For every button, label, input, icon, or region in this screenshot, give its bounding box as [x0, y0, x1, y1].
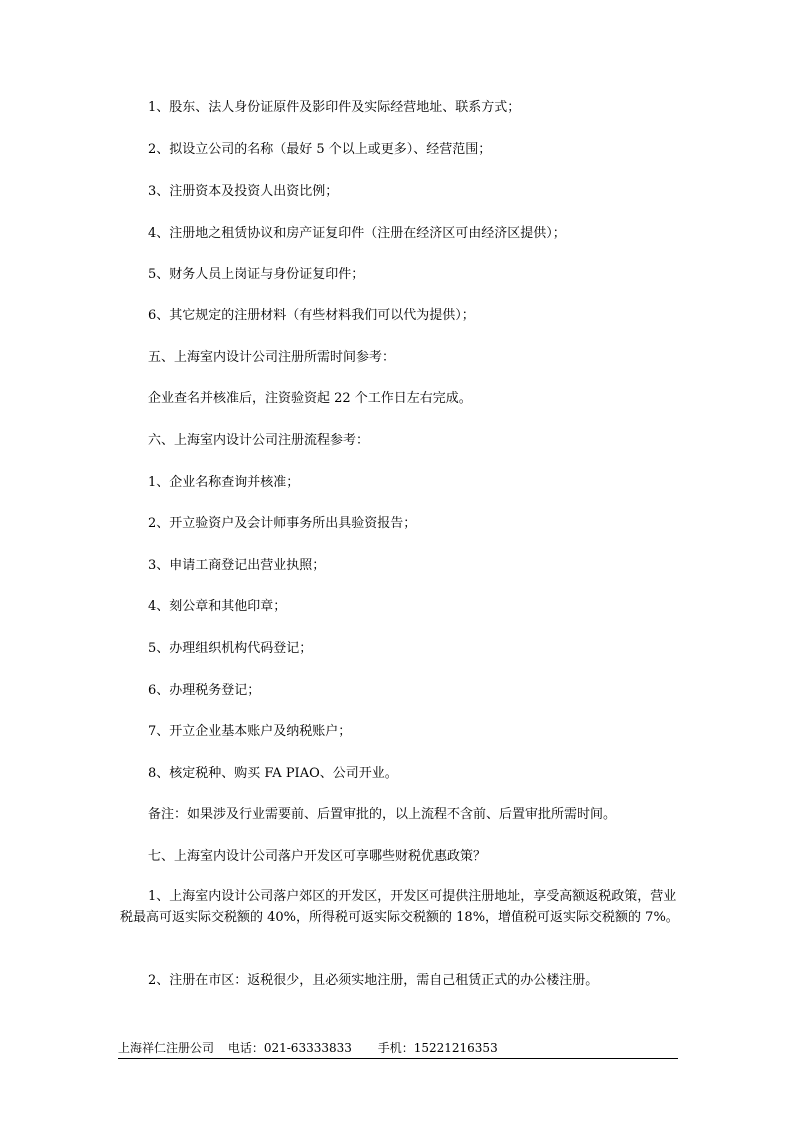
text-line: 5、办理组织机构代码登记； — [148, 641, 313, 656]
text-line: 企业查名并核准后，注资验资起 22 个工作日左右完成。 — [148, 391, 472, 406]
text-line: 4、注册地之租赁协议和房产证复印件（注册在经济区可由经济区提供）； — [148, 226, 566, 241]
text-line: 3、申请工商登记出营业执照； — [148, 558, 326, 573]
footer-phone: 电话：021-63333833 — [227, 1041, 352, 1055]
text-line: 7、开立企业基本账户及纳税账户； — [148, 724, 352, 739]
note-line: 备注：如果涉及行业需要前、后置审批的，以上流程不含前、后置审批所需时间。 — [148, 807, 617, 822]
text-line: 6、其它规定的注册材料（有些材料我们可以代为提供）； — [148, 308, 475, 323]
page-footer — [118, 1040, 678, 1059]
footer-company: 上海祥仁注册公司 — [118, 1041, 215, 1055]
section-heading: 七、上海室内设计公司落户开发区可享哪些财税优惠政策？ — [148, 849, 487, 864]
paragraph-policy-downtown: 2、注册在市区：返税很少，且必须实地注册，需自己租赁正式的办公楼注册。 — [148, 973, 599, 988]
text-line: 8、核定税种、购买 FA PIAO、公司开业。 — [148, 766, 398, 781]
section-heading: 六、上海室内设计公司注册流程参考： — [148, 433, 370, 448]
text-line: 2、拟设立公司的名称（最好 5 个以上或更多）、经营范围； — [148, 142, 492, 157]
section-heading: 五、上海室内设计公司注册所需时间参考： — [148, 350, 396, 365]
text-line: 3、注册资本及投资人出资比例； — [148, 184, 339, 199]
text-line: 5、财务人员上岗证与身份证复印件； — [148, 267, 365, 282]
text-line: 2、开立验资户及会计师事务所出具验资报告； — [148, 516, 417, 531]
footer-mobile: 手机：15221216353 — [377, 1041, 498, 1055]
text-line: 1、股东、法人身份证原件及影印件及实际经营地址、联系方式； — [148, 100, 521, 115]
text-line: 1、企业名称查询并核准； — [148, 475, 300, 490]
text-line: 4、刻公章和其他印章； — [148, 599, 287, 614]
text-line: 6、办理税务登记； — [148, 683, 261, 698]
paragraph-policy-suburb: 1、上海室内设计公司落户郊区的开发区，开发区可提供注册地址，享受高额返税政策，营业税最高可返实际交税额的 40%，所得税可返实际交税额的 18%，增值税可返实际交税额的 7%。 — [120, 889, 679, 925]
